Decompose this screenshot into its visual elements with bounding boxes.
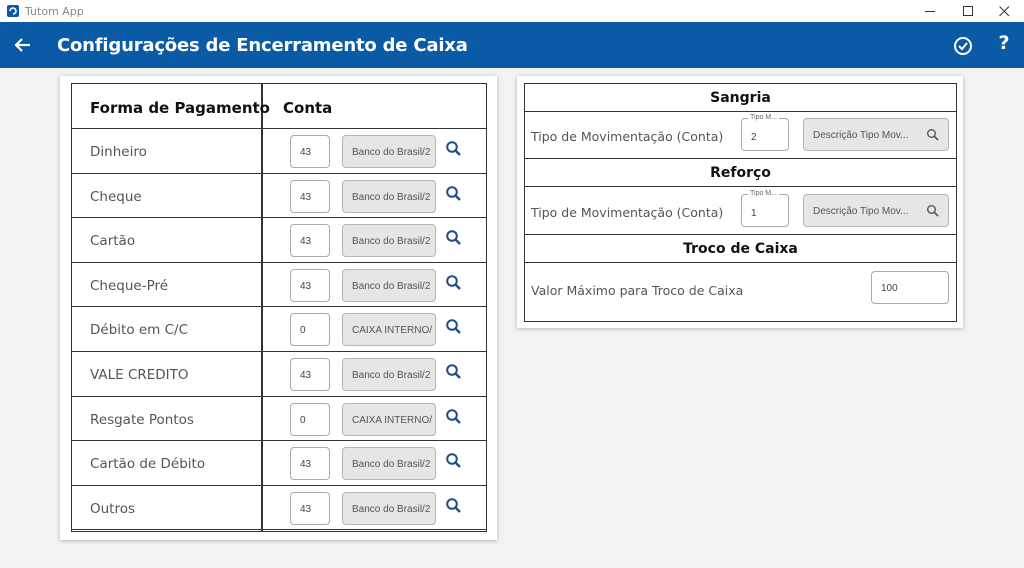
reforco-row — [525, 188, 956, 235]
payment-name: Cheque-Pré — [90, 277, 169, 294]
table-row — [72, 441, 486, 486]
account-code-input[interactable]: 43 — [290, 135, 330, 168]
page-title: Configurações de Encerramento de Caixa — [57, 35, 468, 56]
reforco-label: Tipo de Movimentação (Conta) — [531, 205, 724, 220]
account-code-input[interactable]: 43 — [290, 269, 330, 302]
account-description-field: CAIXA INTERNO/ — [342, 313, 436, 346]
payment-name: VALE CREDITO — [90, 367, 189, 383]
column-header-forma: Forma de Pagamento — [90, 99, 270, 117]
search-icon[interactable] — [445, 140, 463, 158]
app-header — [0, 22, 1024, 68]
account-description-field: Banco do Brasil/2 — [342, 180, 436, 213]
payment-name: Cartão — [90, 233, 136, 250]
account-code-input[interactable]: 0 — [290, 313, 330, 346]
check-circle-icon — [952, 35, 974, 57]
sangria-description-field — [803, 118, 949, 151]
minimize-icon — [925, 6, 936, 17]
table-row — [72, 486, 486, 531]
account-description-field: Banco do Brasil/2 — [342, 358, 436, 391]
troco-max-input[interactable]: 100 — [871, 271, 949, 304]
payment-name: Cartão de Débito — [90, 456, 206, 473]
account-code-input[interactable]: 43 — [290, 180, 330, 213]
troco-row — [525, 264, 956, 320]
account-code-input[interactable]: 43 — [290, 447, 330, 480]
section-title-troco: Troco de Caixa — [525, 235, 956, 263]
window-titlebar — [0, 0, 1024, 22]
payment-name: Cheque — [90, 188, 142, 205]
account-description-field: Banco do Brasil/2 — [342, 269, 436, 302]
table-row — [72, 263, 486, 308]
reforco-description-field — [803, 194, 949, 227]
sangria-type-input[interactable] — [741, 114, 789, 151]
account-code-input[interactable]: 43 — [290, 358, 330, 391]
payment-name: Outros — [90, 500, 136, 517]
movements-card — [517, 76, 963, 328]
troco-label: Valor Máximo para Troco de Caixa — [531, 283, 744, 298]
search-icon[interactable] — [445, 274, 463, 292]
column-header-conta: Conta — [283, 99, 333, 117]
account-code-input[interactable]: 43 — [290, 224, 330, 257]
section-title-sangria: Sangria — [525, 84, 956, 112]
app-logo-icon — [7, 5, 19, 17]
table-header — [72, 84, 486, 129]
confirm-button[interactable] — [952, 35, 974, 57]
close-button[interactable] — [982, 0, 1024, 22]
account-description-field: Banco do Brasil/2 — [342, 224, 436, 257]
close-icon — [999, 6, 1010, 17]
table-row — [72, 218, 486, 263]
help-button[interactable] — [994, 32, 1014, 58]
movements-table — [524, 83, 957, 322]
table-row — [72, 397, 486, 442]
arrow-left-icon — [14, 37, 32, 53]
account-description-field: CAIXA INTERNO/ — [342, 403, 436, 436]
search-icon[interactable] — [445, 452, 463, 470]
reforco-type-input[interactable] — [741, 190, 789, 227]
table-row — [72, 307, 486, 352]
payment-accounts-table — [71, 83, 487, 532]
payment-name: Dinheiro — [90, 144, 147, 160]
back-button[interactable] — [10, 32, 36, 58]
field-value: 1 — [751, 208, 757, 219]
section-title-reforco: Reforço — [525, 159, 956, 187]
search-icon[interactable] — [926, 204, 940, 218]
search-icon[interactable] — [445, 408, 463, 426]
search-icon[interactable] — [445, 497, 463, 515]
search-icon[interactable] — [445, 318, 463, 336]
payment-name: Resgate Pontos — [90, 411, 194, 428]
payment-name: Débito em C/C — [90, 322, 189, 339]
account-description-field: Banco do Brasil/2 — [342, 135, 436, 168]
account-description-field: Banco do Brasil/2 — [342, 492, 436, 525]
search-icon[interactable] — [445, 229, 463, 247]
description-placeholder: Descrição Tipo Mov... — [813, 130, 909, 141]
description-placeholder: Descrição Tipo Mov... — [813, 206, 909, 217]
account-code-input[interactable]: 0 — [290, 403, 330, 436]
sangria-label: Tipo de Movimentação (Conta) — [531, 129, 724, 144]
field-legend: Tipo M... — [750, 190, 777, 197]
table-row — [72, 129, 486, 174]
sangria-row — [525, 112, 956, 159]
maximize-icon — [963, 6, 974, 17]
field-value: 2 — [751, 132, 757, 143]
payment-accounts-card — [60, 76, 497, 540]
search-icon[interactable] — [445, 363, 463, 381]
question-mark-icon: ? — [998, 32, 1010, 54]
account-code-input[interactable]: 43 — [290, 492, 330, 525]
search-icon[interactable] — [445, 185, 463, 203]
account-description-field: Banco do Brasil/2 — [342, 447, 436, 480]
field-legend: Tipo M... — [750, 114, 777, 121]
table-row — [72, 352, 486, 397]
search-icon[interactable] — [926, 128, 940, 142]
window-title: Tutom App — [25, 4, 84, 18]
table-row — [72, 174, 486, 219]
